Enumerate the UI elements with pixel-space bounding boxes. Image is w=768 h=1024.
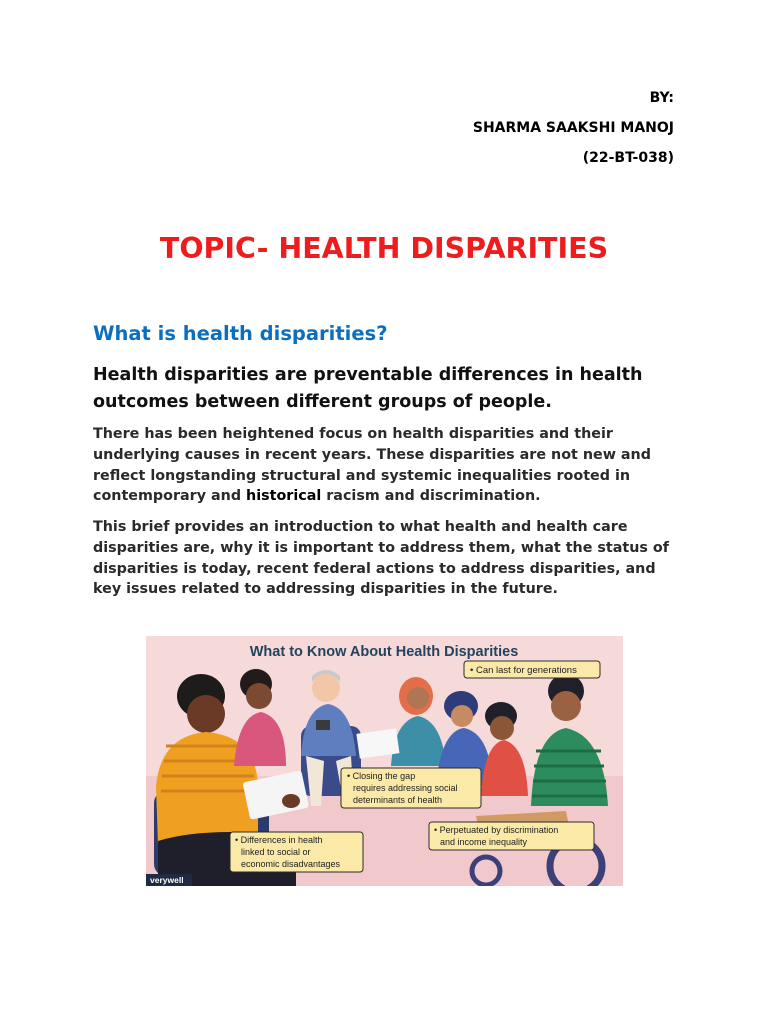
brand-logo: verywell [150, 875, 184, 885]
callout-gap-line3: determinants of health [353, 795, 443, 805]
callout-gap-line2: requires addressing social [353, 783, 458, 793]
callout-discrimination-line2: and income inequality [440, 837, 528, 847]
callout-discrimination-line1: • Perpetuated by discrimination [434, 825, 559, 835]
callout-differences-line3: economic disadvantages [241, 859, 341, 869]
callout-gap-line1: • Closing the gap [347, 771, 416, 781]
definition-lead: Health disparities are preventable differences in health outcomes between different groups of people. [93, 365, 643, 412]
callout-differences [230, 832, 363, 872]
callout-differences-line2: linked to social or [241, 847, 311, 857]
health-disparities-infographic [146, 636, 623, 886]
callout-generations [464, 661, 600, 678]
section-heading: What is health disparities? [93, 322, 388, 345]
callout-differences-line1: • Differences in health [235, 835, 323, 845]
paragraph-intro-tail: racism and discrimination. [321, 488, 541, 505]
callout-discrimination [429, 822, 594, 850]
paragraph-intro [93, 424, 683, 507]
author-by: BY: [649, 90, 674, 106]
callout-generations-text: • Can last for generations [470, 665, 577, 676]
paragraph-intro-emphasis: historical [246, 488, 322, 505]
callout-closing-gap [341, 768, 481, 808]
author-name: SHARMA SAAKSHI MANOJ [472, 120, 674, 136]
paragraph-intro-text: There has been heightened focus on health disparities and their underlying causes in recent years. These disparities are not new and reflect longstanding structural and systemic inequalities rooted in contemporary and [93, 426, 651, 505]
infographic-title: What to Know About Health Disparities [249, 644, 519, 660]
author-roll-number: (22-BT-038) [582, 150, 674, 166]
paragraph-brief: This brief provides an introduction to what health and health care disparities are, why it is important to address them, what the status of disparities is today, recent federal actions to address disparities, and key issues related to addressing disparities in the future. [93, 519, 669, 598]
document-title: TOPIC- HEALTH DISPARITIES [159, 232, 609, 265]
